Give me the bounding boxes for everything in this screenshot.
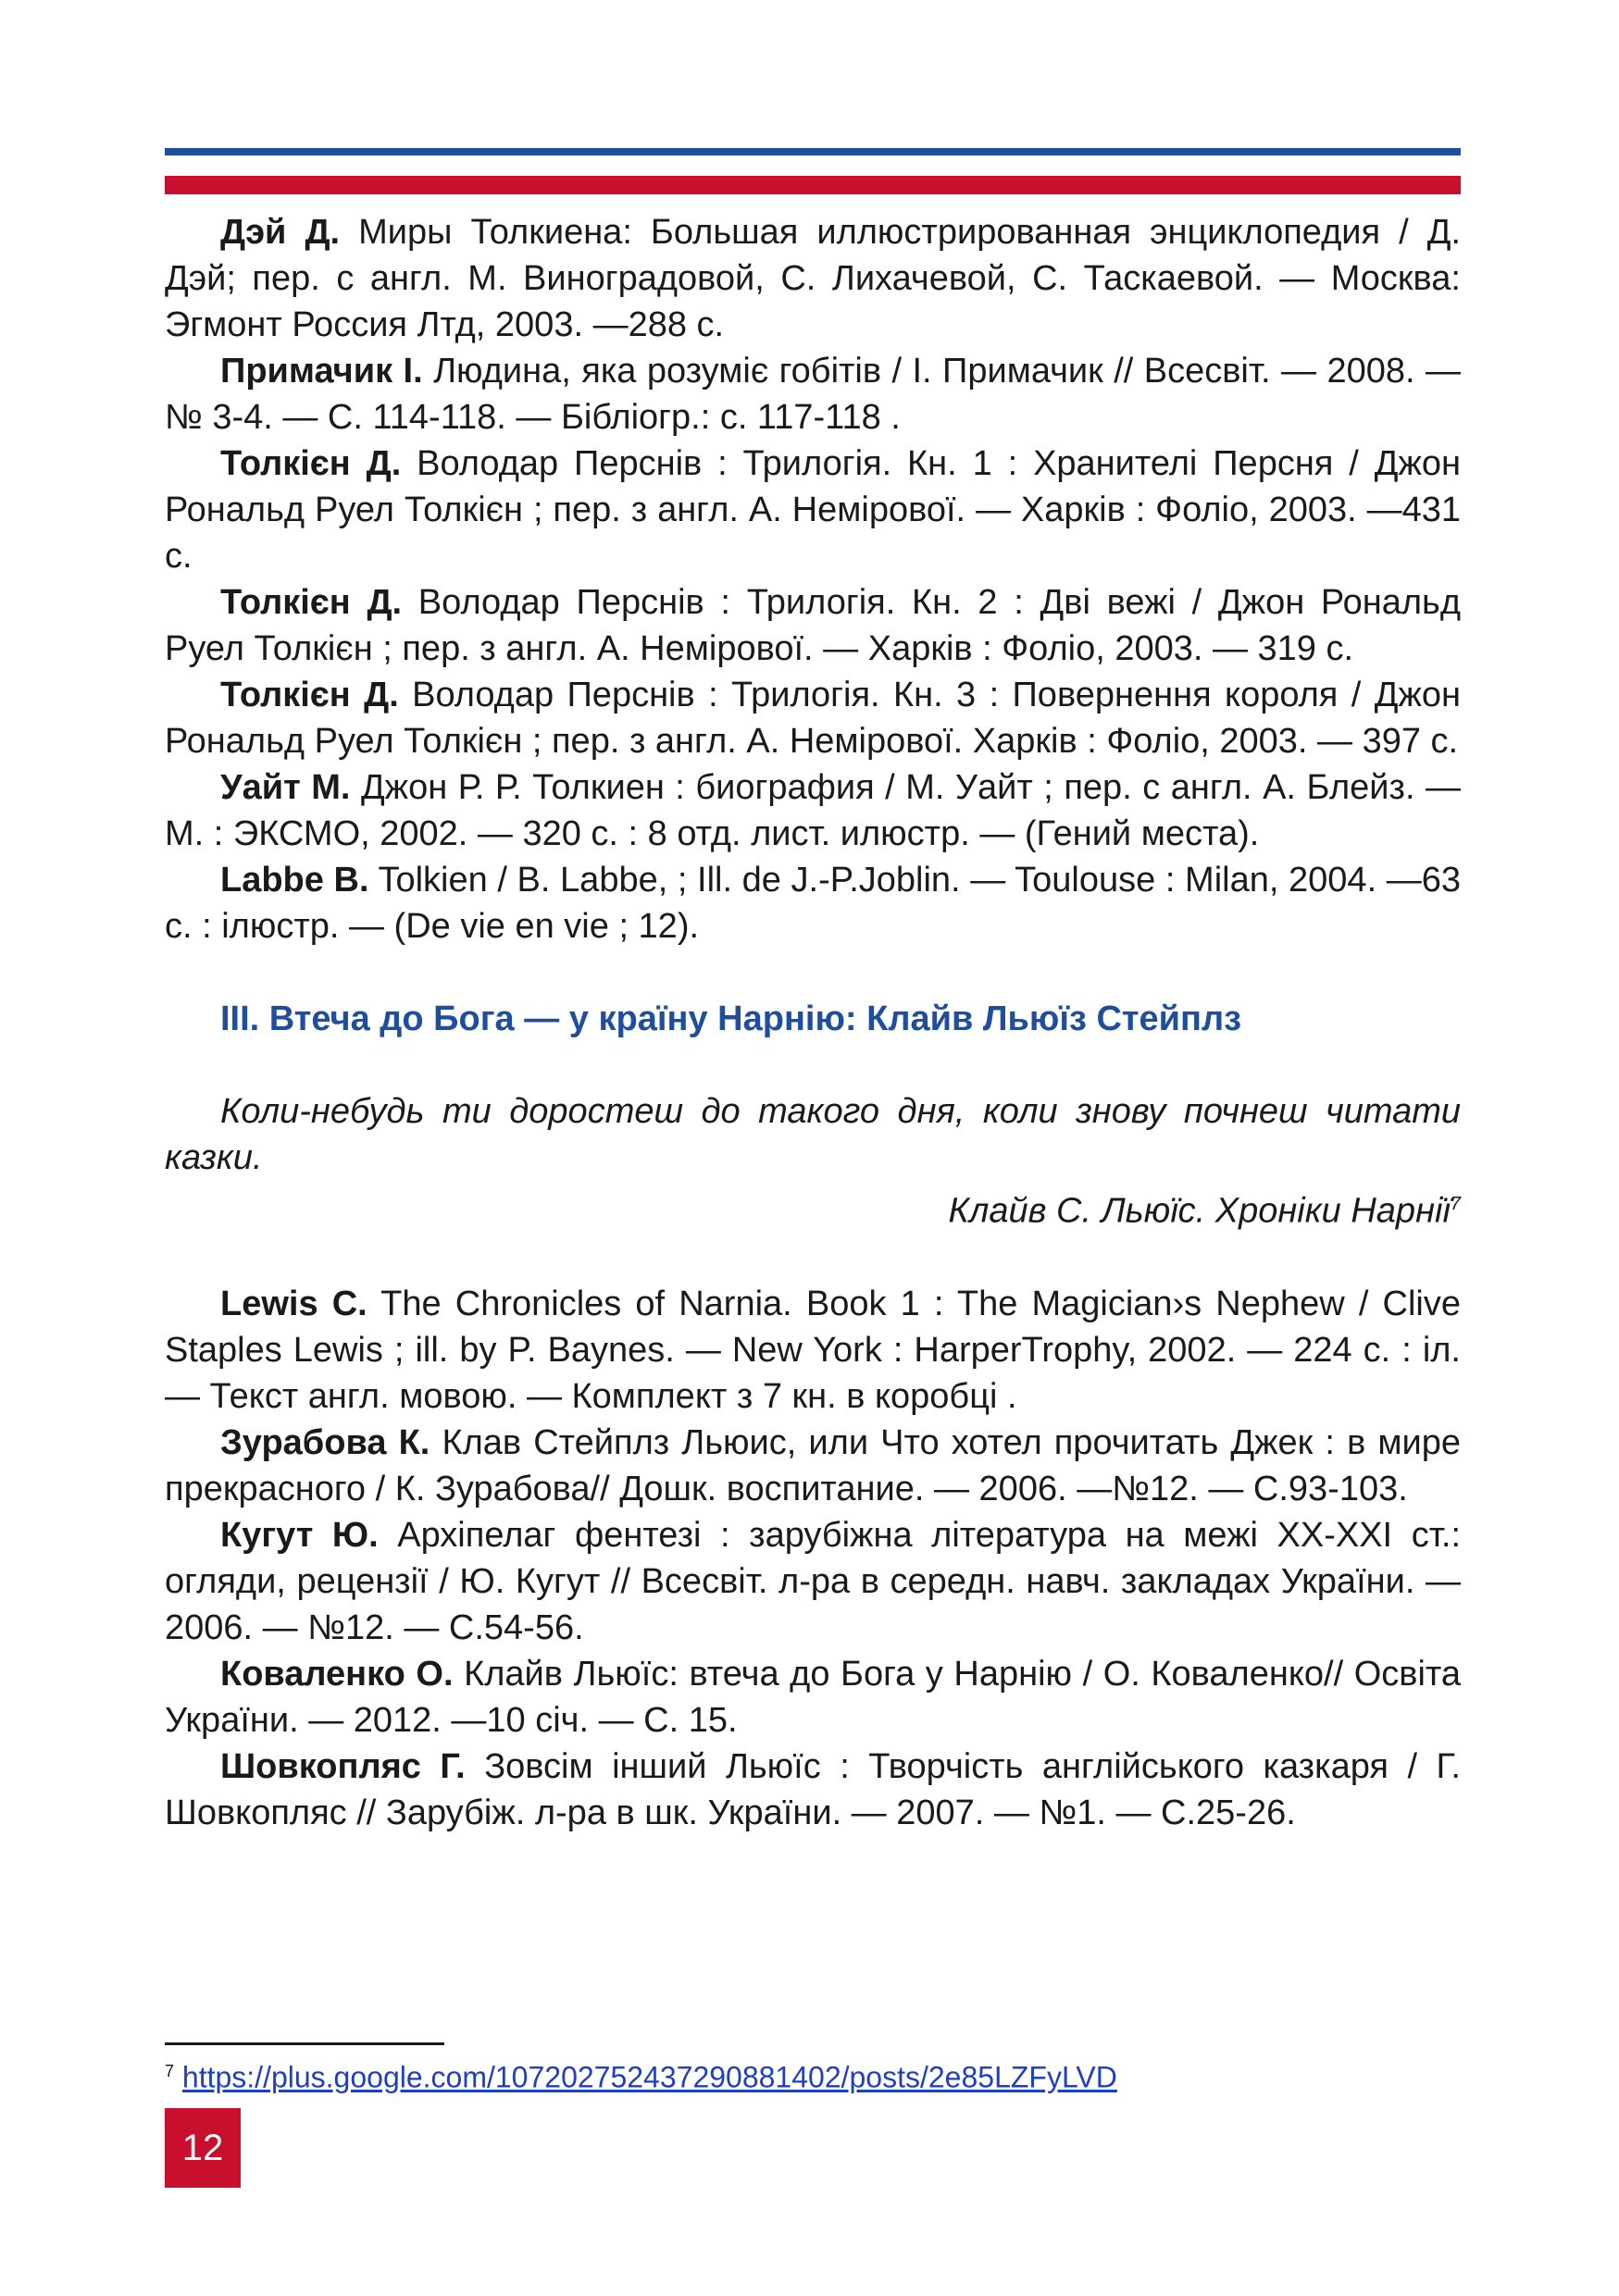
page-number-badge — [165, 2108, 241, 2188]
entry-text: The Chronicles of Narnia. Book 1 : The Magician›s Nephew / Clive Staples Lewis ; ill. by P. Baynes. — New York : HarperTrophy, 2002. — 224 с. : іл. — Текст англ. мовою. — Комплект з 7 кн. в коробці . — [165, 1284, 1461, 1416]
bibliography-list-2 — [165, 1281, 1461, 1836]
bibliography-entry — [165, 1420, 1461, 1512]
entry-author: Примачик І. — [220, 352, 423, 391]
entry-author: Толкієн Д. — [220, 583, 403, 622]
entry-author: Дэй Д. — [220, 213, 341, 252]
entry-text: Архіпелаг фентезі : зарубіжна література на межі XX-XXI ст.: огляди, рецензії / Ю. Кугут // Всесвіт. л-ра в середн. навч. закладах України. — 2006. — №12. — С.54-56. — [165, 1515, 1461, 1647]
epigraph-source-text: Клайв С. Льюїс. Хроніки Нарнії — [948, 1191, 1451, 1231]
footnote-mark: 7 — [165, 2062, 175, 2080]
bibliography-entry — [165, 1512, 1461, 1651]
bibliography-entry — [165, 672, 1461, 764]
bibliography-entry — [165, 764, 1461, 857]
epigraph-source — [165, 1181, 1461, 1235]
entry-text: Людина, яка розуміє гобітів / І. Примачик // Всесвіт. — 2008. — № 3-4. — С. 114-118. — Бібліогр.: с. 117-118 . — [165, 352, 1462, 437]
footnote-ref: 7 — [1450, 1194, 1461, 1214]
entry-author: Labbe B. — [220, 861, 369, 900]
footnote — [165, 2053, 1117, 2096]
bibliography-entry — [165, 579, 1461, 672]
section-heading: III. Втеча до Бога — у країну Нарнію: Клайв Льюїз Стейплз — [220, 999, 1242, 1038]
entry-author: Кугут Ю. — [220, 1515, 379, 1555]
bibliography-entry — [165, 1651, 1461, 1744]
bibliography-entry — [165, 857, 1461, 949]
entry-text: Зовсім інший Льюїс : Творчість англійського казкаря / Г. Шовкопляс // Зарубіж. л-ра в шк. України. — 2007. — №1. — С.25-26. — [165, 1746, 1461, 1832]
bibliography-entry — [165, 1281, 1461, 1420]
entry-author: Шовкопляс Г. — [220, 1746, 466, 1786]
entry-author: Коваленко О. — [220, 1654, 454, 1694]
entry-text: Клав Стейплз Льюис, или Что хотел прочитать Джек : в мире прекрасного / К. Зурабова// Дошк. воспитание. — 2006. —№12. — С.93-103. — [165, 1422, 1461, 1508]
entry-author: Lewis C. — [220, 1284, 367, 1323]
bibliography-entry — [165, 1744, 1461, 1836]
bibliography-entry — [165, 348, 1461, 441]
footnote-divider — [165, 2042, 444, 2045]
entry-text: Tolkien / B. Labbe, ; Ill. de J.-P.Joblin. — Toulouse : Milan, 2004. —63 с. : ілюстр. — (De vie en vie ; 12). — [165, 861, 1462, 946]
page-content — [165, 209, 1461, 1836]
page-number: 12 — [181, 2127, 224, 2168]
header-red-rule — [165, 176, 1461, 194]
entry-text: Клайв Льюїс: втеча до Бога у Нарнію / О. Коваленко// Освіта України. — 2012. —10 січ. — С. 15. — [165, 1654, 1461, 1740]
entry-text: Миры Толкиена: Большая иллюстрированная энциклопедия / Д. Дэй; пер. с англ. М. Виноградовой, С. Лихачевой, С. Таскаевой. — Москва: Эгмонт Россия Лтд, 2003. —288 с. — [165, 213, 1462, 344]
footnote-link[interactable]: https://plus.google.com/107202752437290881402/posts/2e85LZFyLVD — [181, 2060, 1117, 2094]
entry-text: Джон Р. Р. Толкиен : биография / М. Уайт ; пер. с англ. А. Блейз. — М. : ЭКСМО, 2002. — 320 с. : 8 отд. лист. илюстр. — (Гений места). — [165, 768, 1461, 853]
entry-text: Володар Перснів : Трилогія. Кн. 2 : Дві вежі / Джон Рональд Руел Толкієн ; пер. з англ. А. Немірової. — Харків : Фоліо, 2003. — 319 с. — [165, 583, 1461, 668]
entry-text: Володар Перснів : Трилогія. Кн. 3 : Повернення короля / Джон Рональд Руел Толкієн ; пер. з англ. А. Немірової. Харків : Фоліо, 2003. — 397 с. — [165, 676, 1461, 761]
entry-text: Володар Перснів : Трилогія. Кн. 1 : Хранителі Персня / Джон Рональд Руел Толкієн ; пер. з англ. А. Немірової. — Харків : Фоліо, 2003. —431 с. — [165, 444, 1461, 576]
bibliography-entry — [165, 209, 1461, 348]
bibliography-entry — [165, 441, 1461, 579]
entry-author: Зурабова К. — [220, 1422, 430, 1462]
header-blue-rule — [165, 148, 1461, 155]
epigraph-quote: Коли-небудь ти доростеш до такого дня, коли знову почнеш читати казки. — [165, 1092, 1461, 1177]
entry-author: Толкієн Д. — [220, 676, 399, 714]
bibliography-list-1 — [165, 209, 1461, 949]
entry-author: Толкієн Д. — [220, 444, 402, 483]
entry-author: Уайт М. — [220, 768, 351, 807]
